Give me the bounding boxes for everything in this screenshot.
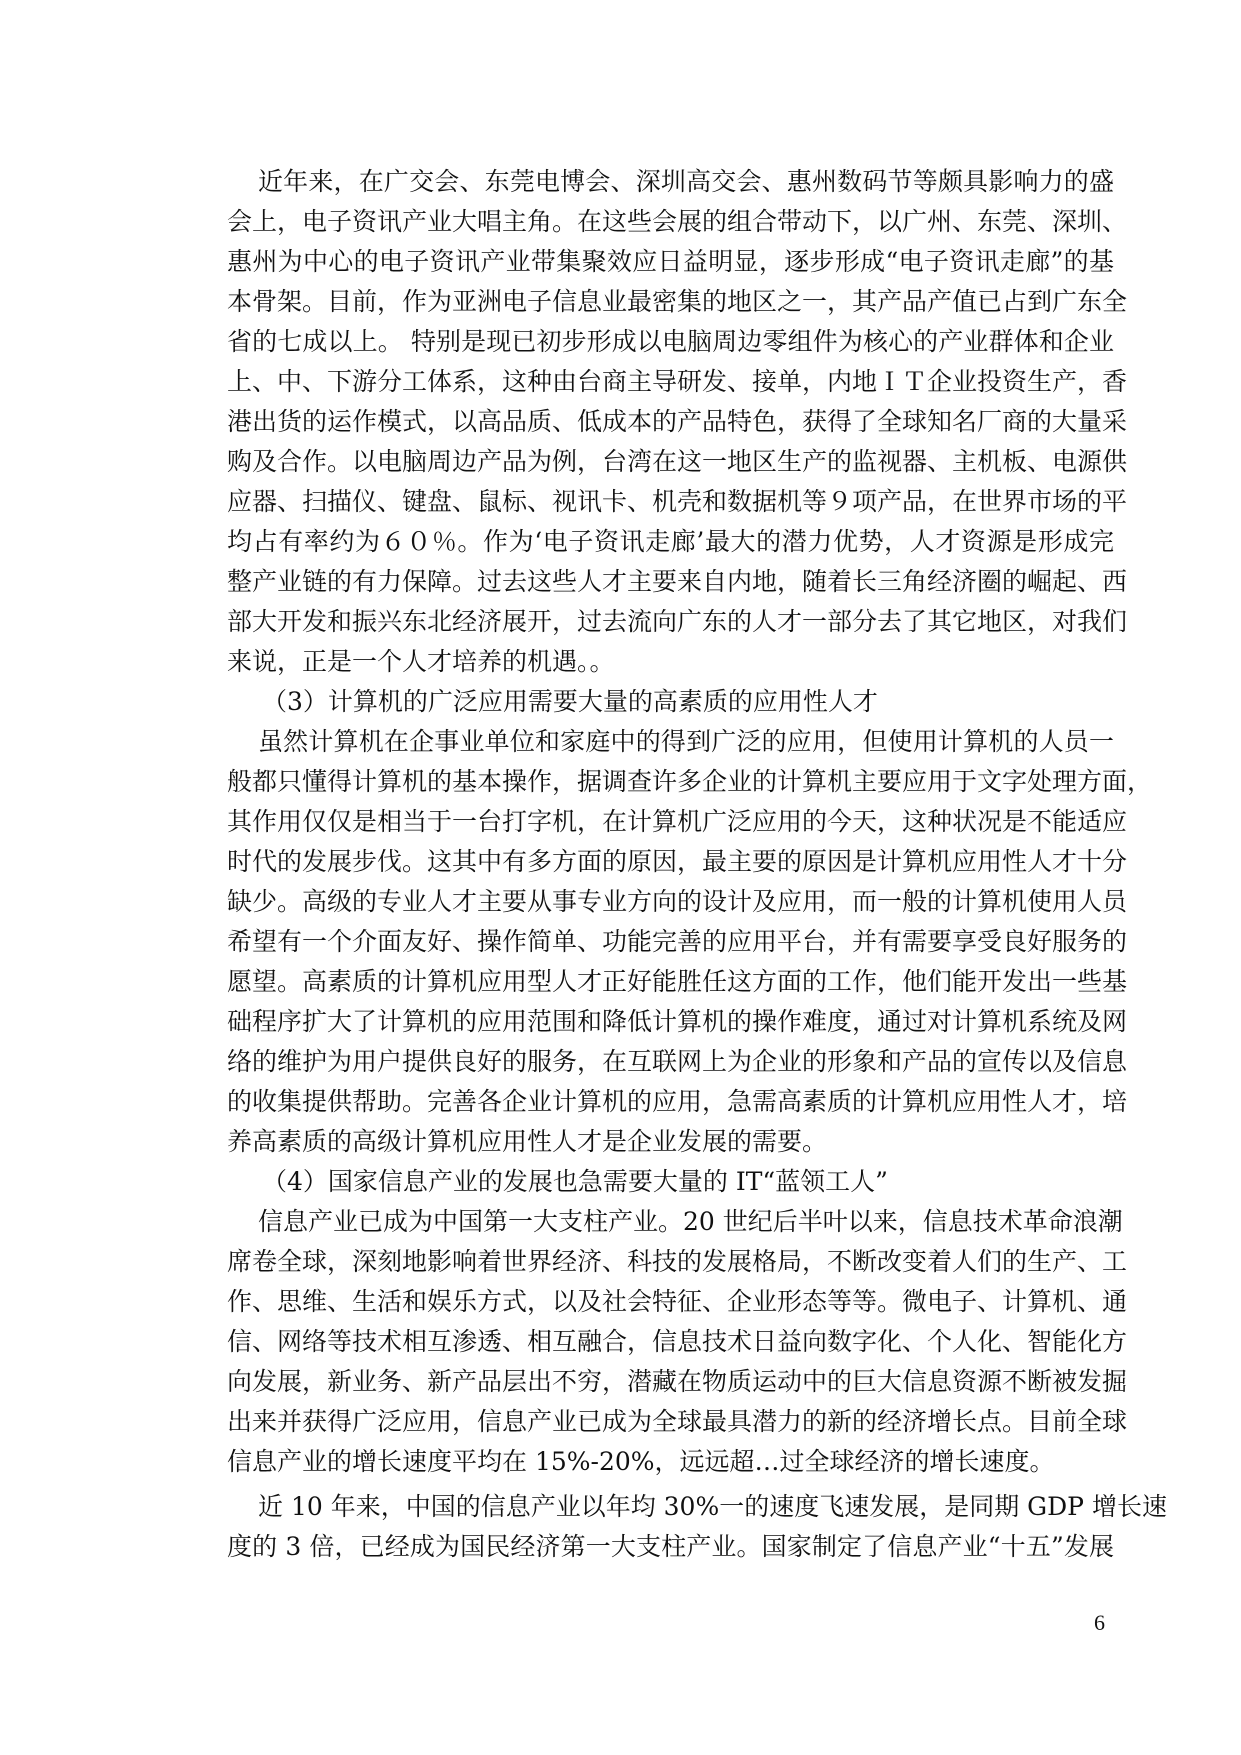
paragraph-line: 省的七成以上。 特别是现已初步形成以电脑周边零组件为核心的产业群体和企业 (227, 327, 1114, 356)
paragraph-line: 近年来，在广交会、东莞电博会、深圳高交会、惠州数码节等颇具影响力的盛 (258, 167, 1114, 196)
paragraph-line: 的收集提供帮助。完善各企业计算机的应用，急需高素质的计算机应用性人才，培 (227, 1087, 1128, 1116)
paragraph-line: 均占有率约为６０％。作为‘电子资讯走廊’最大的潜力优势，人才资源是形成完 (227, 527, 1114, 556)
section-heading: （3）计算机的广泛应用需要大量的高素质的应用性人才 (262, 687, 878, 716)
paragraph-line: 近 10 年来，中国的信息产业以年均 30%一的速度飞速发展，是同期 GDP 增长速 (258, 1492, 1167, 1521)
paragraph-line: 本骨架。目前，作为亚洲电子信息业最密集的地区之一，其产品产值已占到广东全 (227, 287, 1128, 316)
paragraph-line: 应器、扫描仪、键盘、鼠标、视讯卡、机壳和数据机等９项产品，在世界市场的平 (227, 487, 1128, 516)
paragraph-line: 养高素质的高级计算机应用性人才是企业发展的需要。 (227, 1127, 828, 1156)
paragraph-line: 会上，电子资讯产业大唱主角。在这些会展的组合带动下，以广州、东莞、深圳、 (227, 207, 1128, 236)
paragraph-line: 席卷全球，深刻地影响着世界经济、科技的发展格局，不断改变着人们的生产、工 (227, 1247, 1128, 1276)
paragraph-line: 希望有一个介面友好、操作简单、功能完善的应用平台，并有需要享受良好服务的 (227, 927, 1128, 956)
paragraph-line: 虽然计算机在企事业单位和家庭中的得到广泛的应用，但使用计算机的人员一 (258, 727, 1114, 756)
paragraph-line: 来说，正是一个人才培养的机遇。。 (227, 647, 615, 676)
paragraph-line: 部大开发和振兴东北经济展开，过去流向广东的人才一部分去了其它地区，对我们 (227, 607, 1128, 636)
paragraph-line: 般都只懂得计算机的基本操作，据调查许多企业的计算机主要应用于文字处理方面， (227, 767, 1153, 796)
paragraph-line: 愿望。高素质的计算机应用型人才正好能胜任这方面的工作，他们能开发出一些基 (227, 967, 1128, 996)
paragraph-line: 度的 3 倍，已经成为国民经济第一大支柱产业。国家制定了信息产业“十五”发展 (227, 1532, 1114, 1561)
paragraph-line: 惠州为中心的电子资讯产业带集聚效应日益明显，逐步形成“电子资讯走廊”的基 (227, 247, 1114, 276)
section-heading: （4）国家信息产业的发展也急需要大量的 IT“蓝领工人” (262, 1167, 888, 1196)
paragraph-line: 购及合作。以电脑周边产品为例，台湾在这一地区生产的监视器、主机板、电源供 (227, 447, 1128, 476)
paragraph-line: 向发展，新业务、新产品层出不穷，潜藏在物质运动中的巨大信息资源不断被发掘 (227, 1367, 1128, 1396)
paragraph-line: 信息产业的增长速度平均在 15%-20%，远远超…过全球经济的增长速度。 (227, 1447, 1055, 1476)
paragraph-line: 上、中、下游分工体系，这种由台商主导研发、接单，内地ＩＴ企业投资生产，香 (227, 367, 1128, 396)
paragraph-line: 络的维护为用户提供良好的服务，在互联网上为企业的形象和产品的宣传以及信息 (227, 1047, 1128, 1076)
paragraph-line: 整产业链的有力保障。过去这些人才主要来自内地，随着长三角经济圈的崛起、西 (227, 567, 1128, 596)
paragraph-line: 信、网络等技术相互渗透、相互融合，信息技术日益向数字化、个人化、智能化方 (227, 1327, 1128, 1356)
paragraph-line: 作、思维、生活和娱乐方式，以及社会特征、企业形态等等。微电子、计算机、通 (227, 1287, 1128, 1316)
paragraph-line: 础程序扩大了计算机的应用范围和降低计算机的操作难度，通过对计算机系统及网 (227, 1007, 1128, 1036)
page-number: 6 (1094, 1610, 1105, 1635)
paragraph-line: 出来并获得广泛应用，信息产业已成为全球最具潜力的新的经济增长点。目前全球 (227, 1407, 1128, 1436)
paragraph-line: 缺少。高级的专业人才主要从事专业方向的设计及应用，而一般的计算机使用人员 (227, 887, 1128, 916)
paragraph-line: 港出货的运作模式，以高品质、低成本的产品特色，获得了全球知名厂商的大量采 (227, 407, 1128, 436)
paragraph-line: 时代的发展步伐。这其中有多方面的原因，最主要的原因是计算机应用性人才十分 (227, 847, 1128, 876)
paragraph-line: 其作用仅仅是相当于一台打字机，在计算机广泛应用的今天，这种状况是不能适应 (227, 807, 1128, 836)
paragraph-line: 信息产业已成为中国第一大支柱产业。20 世纪后半叶以来，信息技术革命浪潮 (258, 1207, 1123, 1236)
